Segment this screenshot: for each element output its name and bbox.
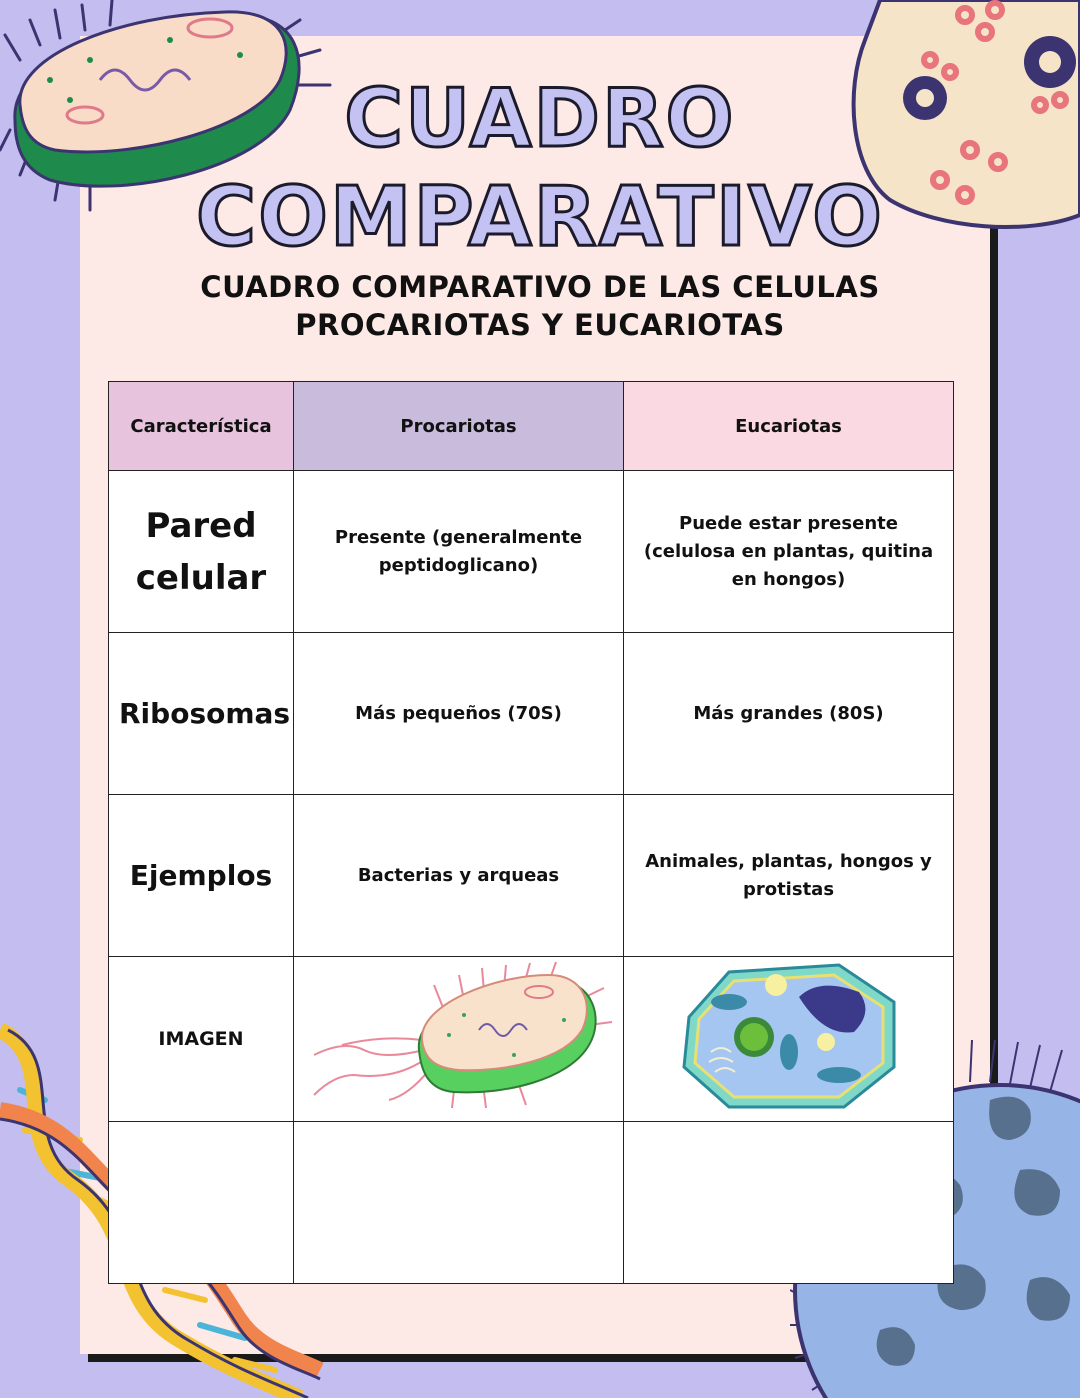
feature-label-line-2: celular (135, 557, 267, 598)
page-title-line-2: COMPARATIVO (196, 170, 884, 265)
table-row (109, 633, 954, 795)
prokaryote-cell: Bacterias y arqueas (294, 795, 624, 957)
subtitle-line-1: CUADRO COMPARATIVO DE LAS CELULAS (200, 270, 880, 304)
header-feature: Característica (109, 382, 294, 471)
prokaryote-image-cell (294, 957, 624, 1122)
eukaryote-cell: Puede estar presente (celulosa en plantas, quitina en hongos) (624, 471, 954, 633)
feature-cell: IMAGEN (109, 957, 294, 1122)
page-subtitle (0, 268, 1080, 344)
empty-cell (294, 1122, 624, 1284)
feature-cell: Ribosomas (109, 633, 294, 795)
table-row (109, 795, 954, 957)
empty-cell (624, 1122, 954, 1284)
feature-label-line-1: Pared (145, 505, 257, 546)
table-row (109, 471, 954, 633)
table-row (109, 957, 954, 1122)
prokaryote-cell: Más pequeños (70S) (294, 633, 624, 795)
eukaryote-cell: Más grandes (80S) (624, 633, 954, 795)
animal-cell-image (669, 957, 909, 1112)
feature-cell (109, 471, 294, 633)
table-row-empty (109, 1122, 954, 1284)
eukaryote-cell: Animales, plantas, hongos y protistas (624, 795, 954, 957)
prokaryote-cell: Presente (generalmente peptidoglicano) (294, 471, 624, 633)
comparison-table (108, 381, 954, 1284)
subtitle-line-2: PROCARIOTAS Y EUCARIOTAS (295, 308, 785, 342)
empty-cell (109, 1122, 294, 1284)
header-eukaryotes: Eucariotas (624, 382, 954, 471)
eukaryote-image-cell (624, 957, 954, 1122)
feature-cell: Ejemplos (109, 795, 294, 957)
header-prokaryotes: Procariotas (294, 382, 624, 471)
table-header-row (109, 382, 954, 471)
bacterium-image (304, 960, 614, 1110)
page-title-line-1: CUADRO (344, 72, 736, 165)
